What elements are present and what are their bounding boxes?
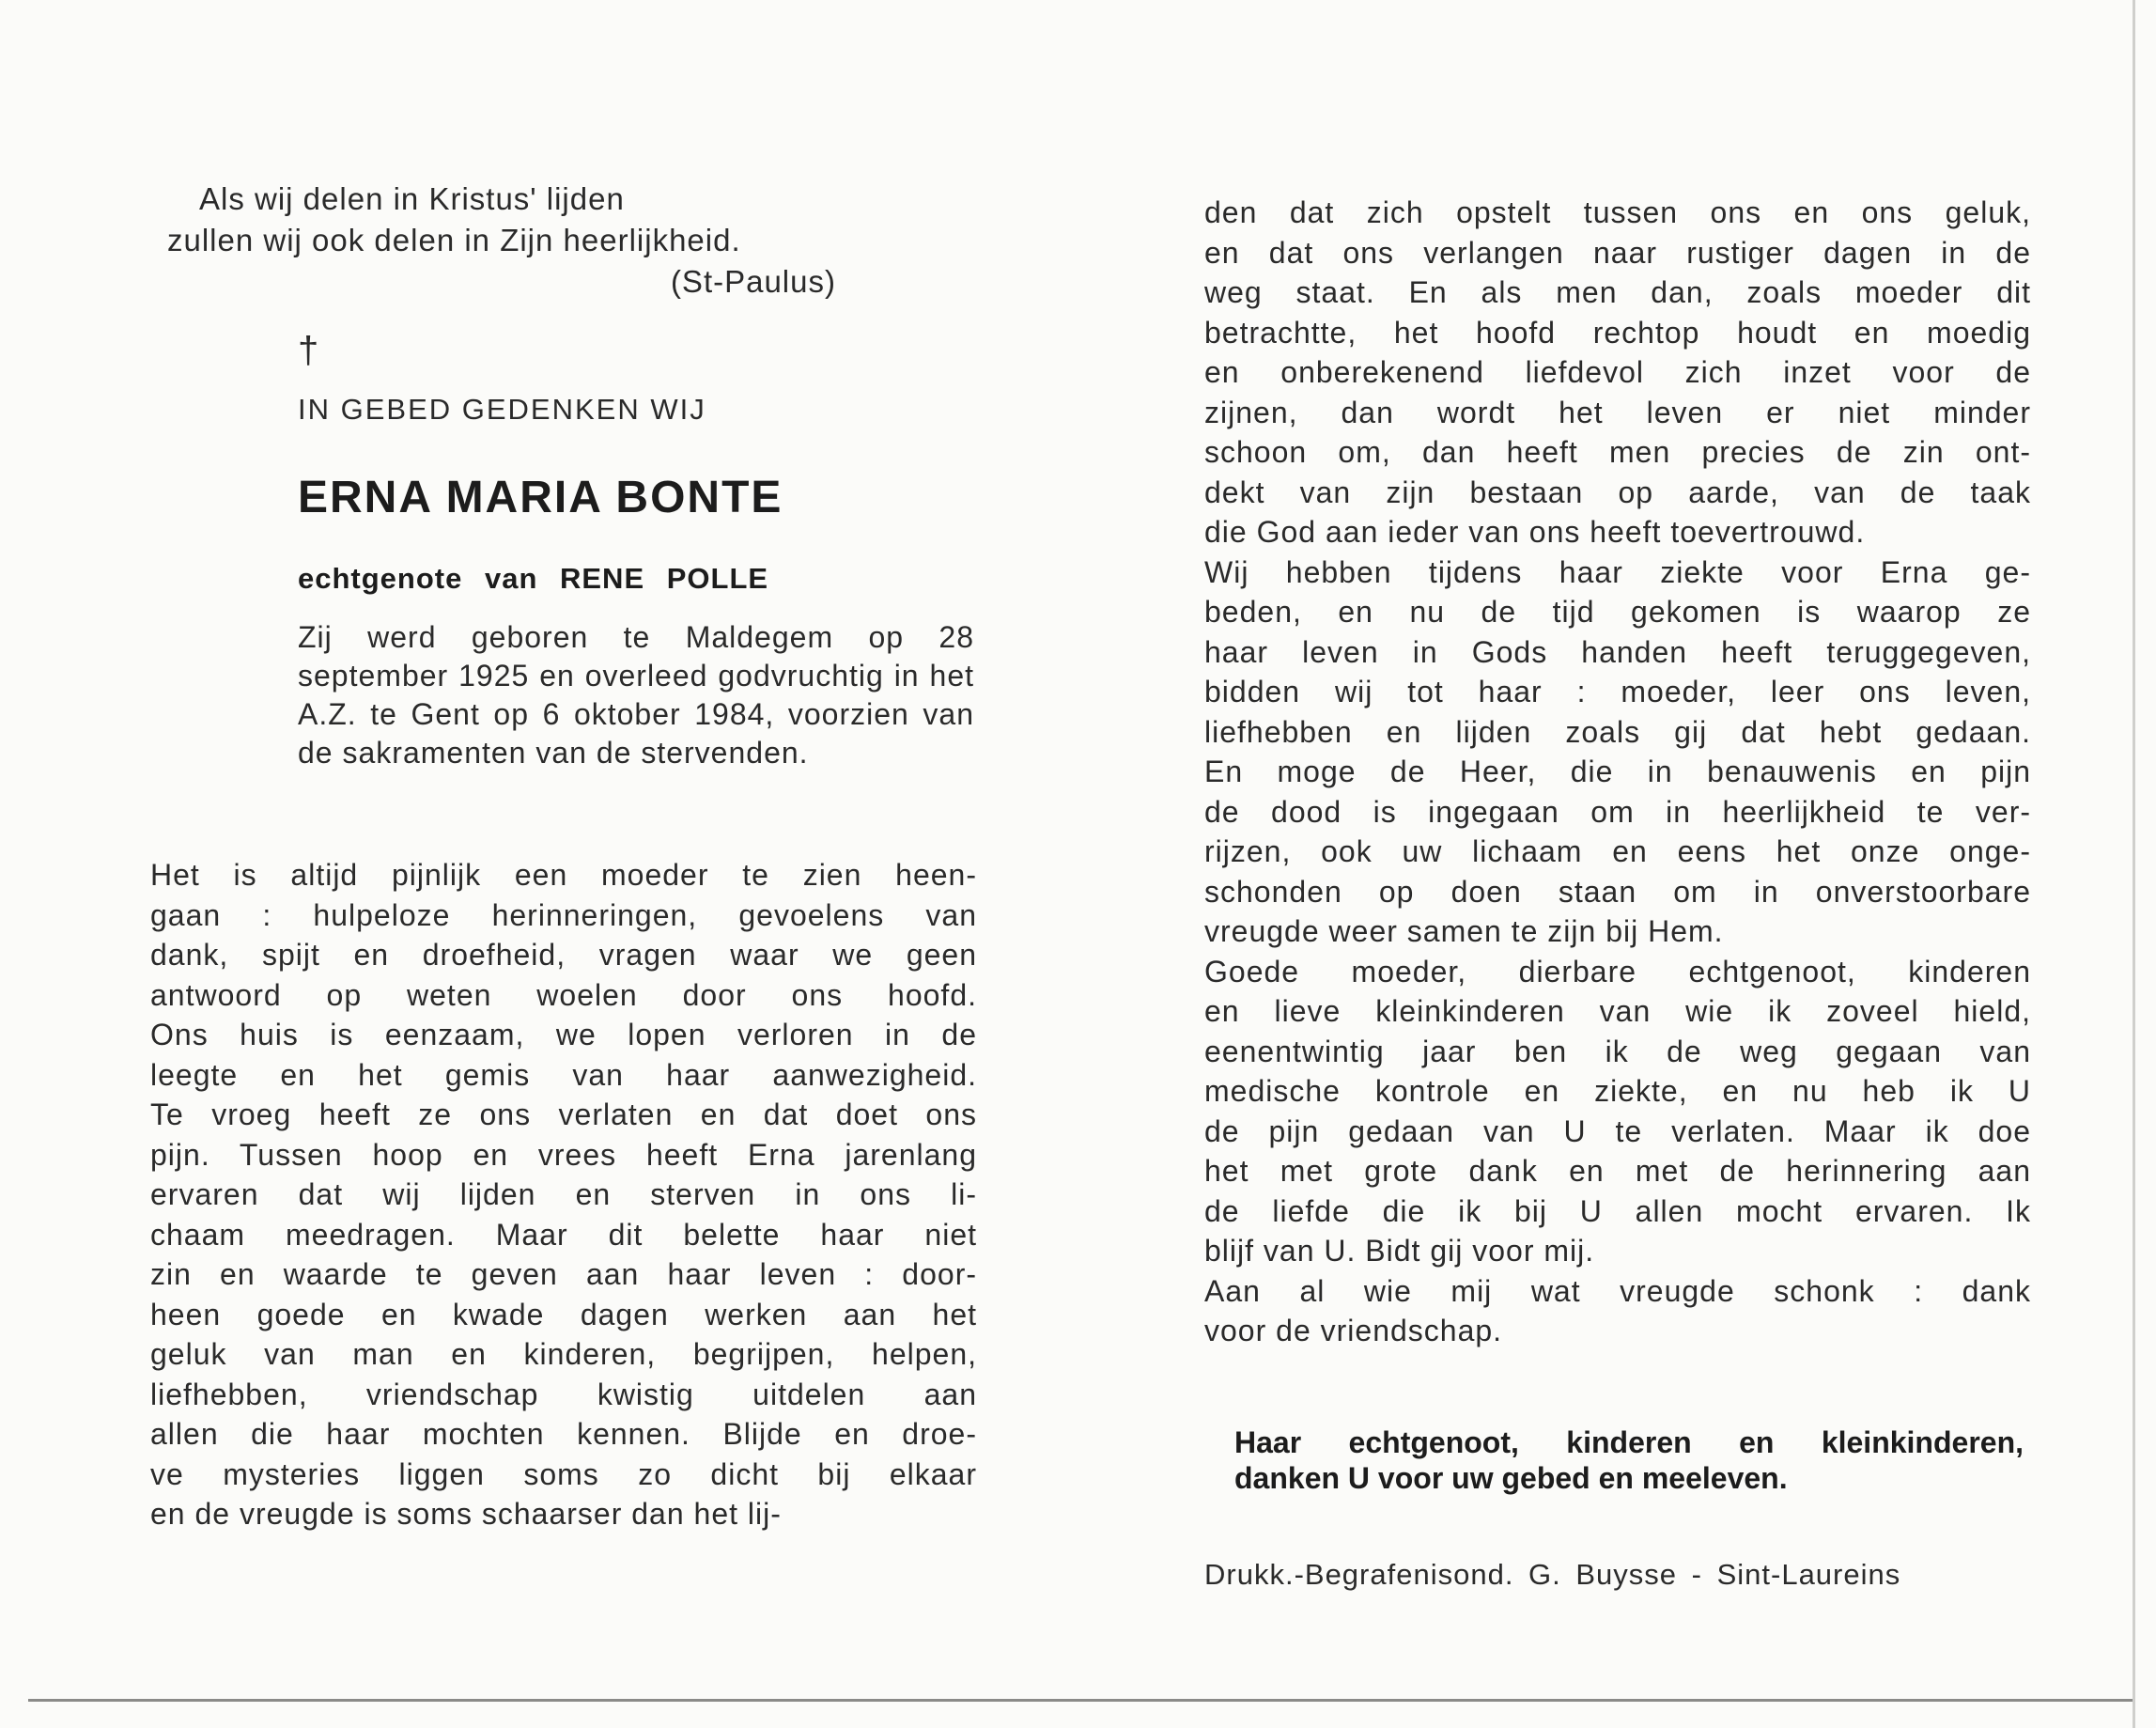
text-line: allen die haar mochten kennen. Blijde en droe-: [150, 1417, 977, 1451]
text-line: dekt van zijn bestaan op aarde, van de taak: [1204, 475, 2031, 509]
biography: Zij werd geboren te Maldegem op 28 september 1925 en overleed godvruchtig in het A.Z. te Gent op 6 oktober 1984, voorzien van de sakramenten van de stervenden.: [298, 620, 974, 770]
text-line: liefhebben, vriendschap kwistig uitdelen aan: [150, 1377, 977, 1411]
text-line: Aan al wie mij wat vreugde schonk : dank: [1204, 1273, 2031, 1308]
left-column: [150, 179, 977, 1534]
text-line: gaan : hulpeloze herinneringen, gevoelens van: [150, 897, 977, 932]
text-line: bidden wij tot haar : moeder, leer ons leven,: [1204, 675, 2031, 708]
text-line: Wij hebben tijdens haar ziekte voor Erna ge-: [1204, 554, 2031, 589]
text-line: en lieve kleinkinderen van wie ik zoveel hield,: [1204, 994, 2031, 1028]
text-line: liefhebben en lijden zoals gij dat hebt gedaan.: [1204, 714, 2031, 749]
text-line: pijn. Tussen hoop en vrees heeft Erna jarenlang: [150, 1137, 977, 1172]
text-line: blijf van U. Bidt gij voor mij.: [1204, 1234, 1595, 1268]
text-line: schonden op doen staan om in onverstoorbare: [1204, 874, 2031, 909]
text-line: de pijn gedaan van U te verlaten. Maar ik doe: [1204, 1113, 2031, 1148]
right-body-text: [1204, 193, 2031, 1351]
text-line: schoon om, dan heeft men precies de zin ont-: [1204, 435, 2031, 469]
text-line: ve mysteries liggen soms zo dicht bij elkaar: [150, 1456, 977, 1491]
text-line: ervaren dat wij lijden en sterven in ons li-: [150, 1177, 977, 1211]
scripture-quote: [150, 179, 977, 303]
thanks-statement: [1234, 1424, 2024, 1496]
text-line: Goede moeder, dierbare echtgenoot, kinderen: [1204, 954, 2031, 989]
text-line: voor de vriendschap.: [1204, 1314, 1503, 1347]
text-line: medische kontrole en ziekte, en nu heb ik U: [1204, 1074, 2031, 1108]
spouse-line: echtgenote van RENE POLLE: [298, 562, 769, 595]
text-line: beden, en nu de tijd gekomen is waarop ze: [1204, 595, 2031, 629]
text-line: vreugde weer samen te zijn bij Hem.: [1204, 914, 1724, 948]
text-line: die God aan ieder van ons heeft toevertrouwd.: [1204, 515, 1866, 549]
text-line: en onberekenend liefdevol zich inzet voor de: [1204, 355, 2031, 389]
text-line: antwoord op weten woelen door ons hoofd.: [150, 977, 977, 1012]
intro-heading: IN GEBED GEDENKEN WIJ: [298, 393, 706, 426]
text-line: leegte en het gemis van haar aanwezigheid.: [150, 1057, 977, 1092]
thanks-line: Haar echtgenoot, kinderen en kleinkinderen,: [1234, 1424, 2024, 1459]
deceased-name: ERNA MARIA BONTE: [298, 473, 783, 522]
text-line: de liefde die ik bij U allen mocht ervaren. Ik: [1204, 1193, 2031, 1228]
text-line: den dat zich opstelt tussen ons en ons geluk,: [1204, 195, 2031, 229]
text-line: rijzen, ook uw lichaam en eens het onze onge-: [1204, 834, 2031, 868]
quote-line-1: Als wij delen in Kristus' lijden: [199, 181, 625, 216]
text-line: Het is altijd pijnlijk een moeder te zien heen-: [150, 858, 977, 892]
text-line: En moge de Heer, die in benauwenis en pijn: [1204, 755, 2031, 788]
text-line: geluk van man en kinderen, begrijpen, helpen,: [150, 1337, 977, 1371]
left-body-text: [150, 855, 977, 1534]
quote-line-2: zullen wij ook delen in Zijn heerlijkheid.: [167, 223, 741, 257]
text-line: dank, spijt en droefheid, vragen waar we geen: [150, 938, 977, 972]
printer-credit: Drukk.-Begrafenisond. G. Buysse - Sint-Laureins: [1204, 1557, 1901, 1591]
text-line: weg staat. En als men dan, zoals moeder dit: [1204, 275, 2031, 309]
cross-icon: †: [298, 330, 319, 371]
text-line: chaam meedragen. Maar dit belette haar niet: [150, 1217, 977, 1252]
text-line: betrachtte, het hoofd rechtop houdt en moedig: [1204, 315, 2031, 350]
text-line: zijnen, dan wordt het leven er niet minder: [1204, 395, 2031, 429]
quote-attribution: (St-Paulus): [670, 264, 836, 299]
card-edge-bottom: [28, 1699, 2133, 1702]
thanks-line: danken U voor uw gebed en meeleven.: [1234, 1460, 1788, 1495]
text-line: Te vroeg heeft ze ons verlaten en dat doet ons: [150, 1098, 977, 1131]
card-edge-right: [2133, 0, 2135, 1728]
text-line: de dood is ingegaan om in heerlijkheid te ver-: [1204, 794, 2031, 829]
text-line: Ons huis is eenzaam, we lopen verloren in de: [150, 1018, 977, 1051]
right-column: [1204, 193, 2031, 1594]
text-line: het met grote dank en met de herinnering aan: [1204, 1154, 2031, 1188]
text-line: haar leven in Gods handen heeft teruggegeven,: [1204, 634, 2031, 669]
text-line: zin en waarde te geven aan haar leven : door-: [150, 1257, 977, 1291]
text-line: heen goede en kwade dagen werken aan het: [150, 1297, 977, 1331]
text-line: en dat ons verlangen naar rustiger dagen in de: [1204, 235, 2031, 270]
text-line: en de vreugde is soms schaarser dan het lij-: [150, 1497, 782, 1531]
text-line: eenentwintig jaar ben ik de weg gegaan van: [1204, 1034, 2031, 1068]
